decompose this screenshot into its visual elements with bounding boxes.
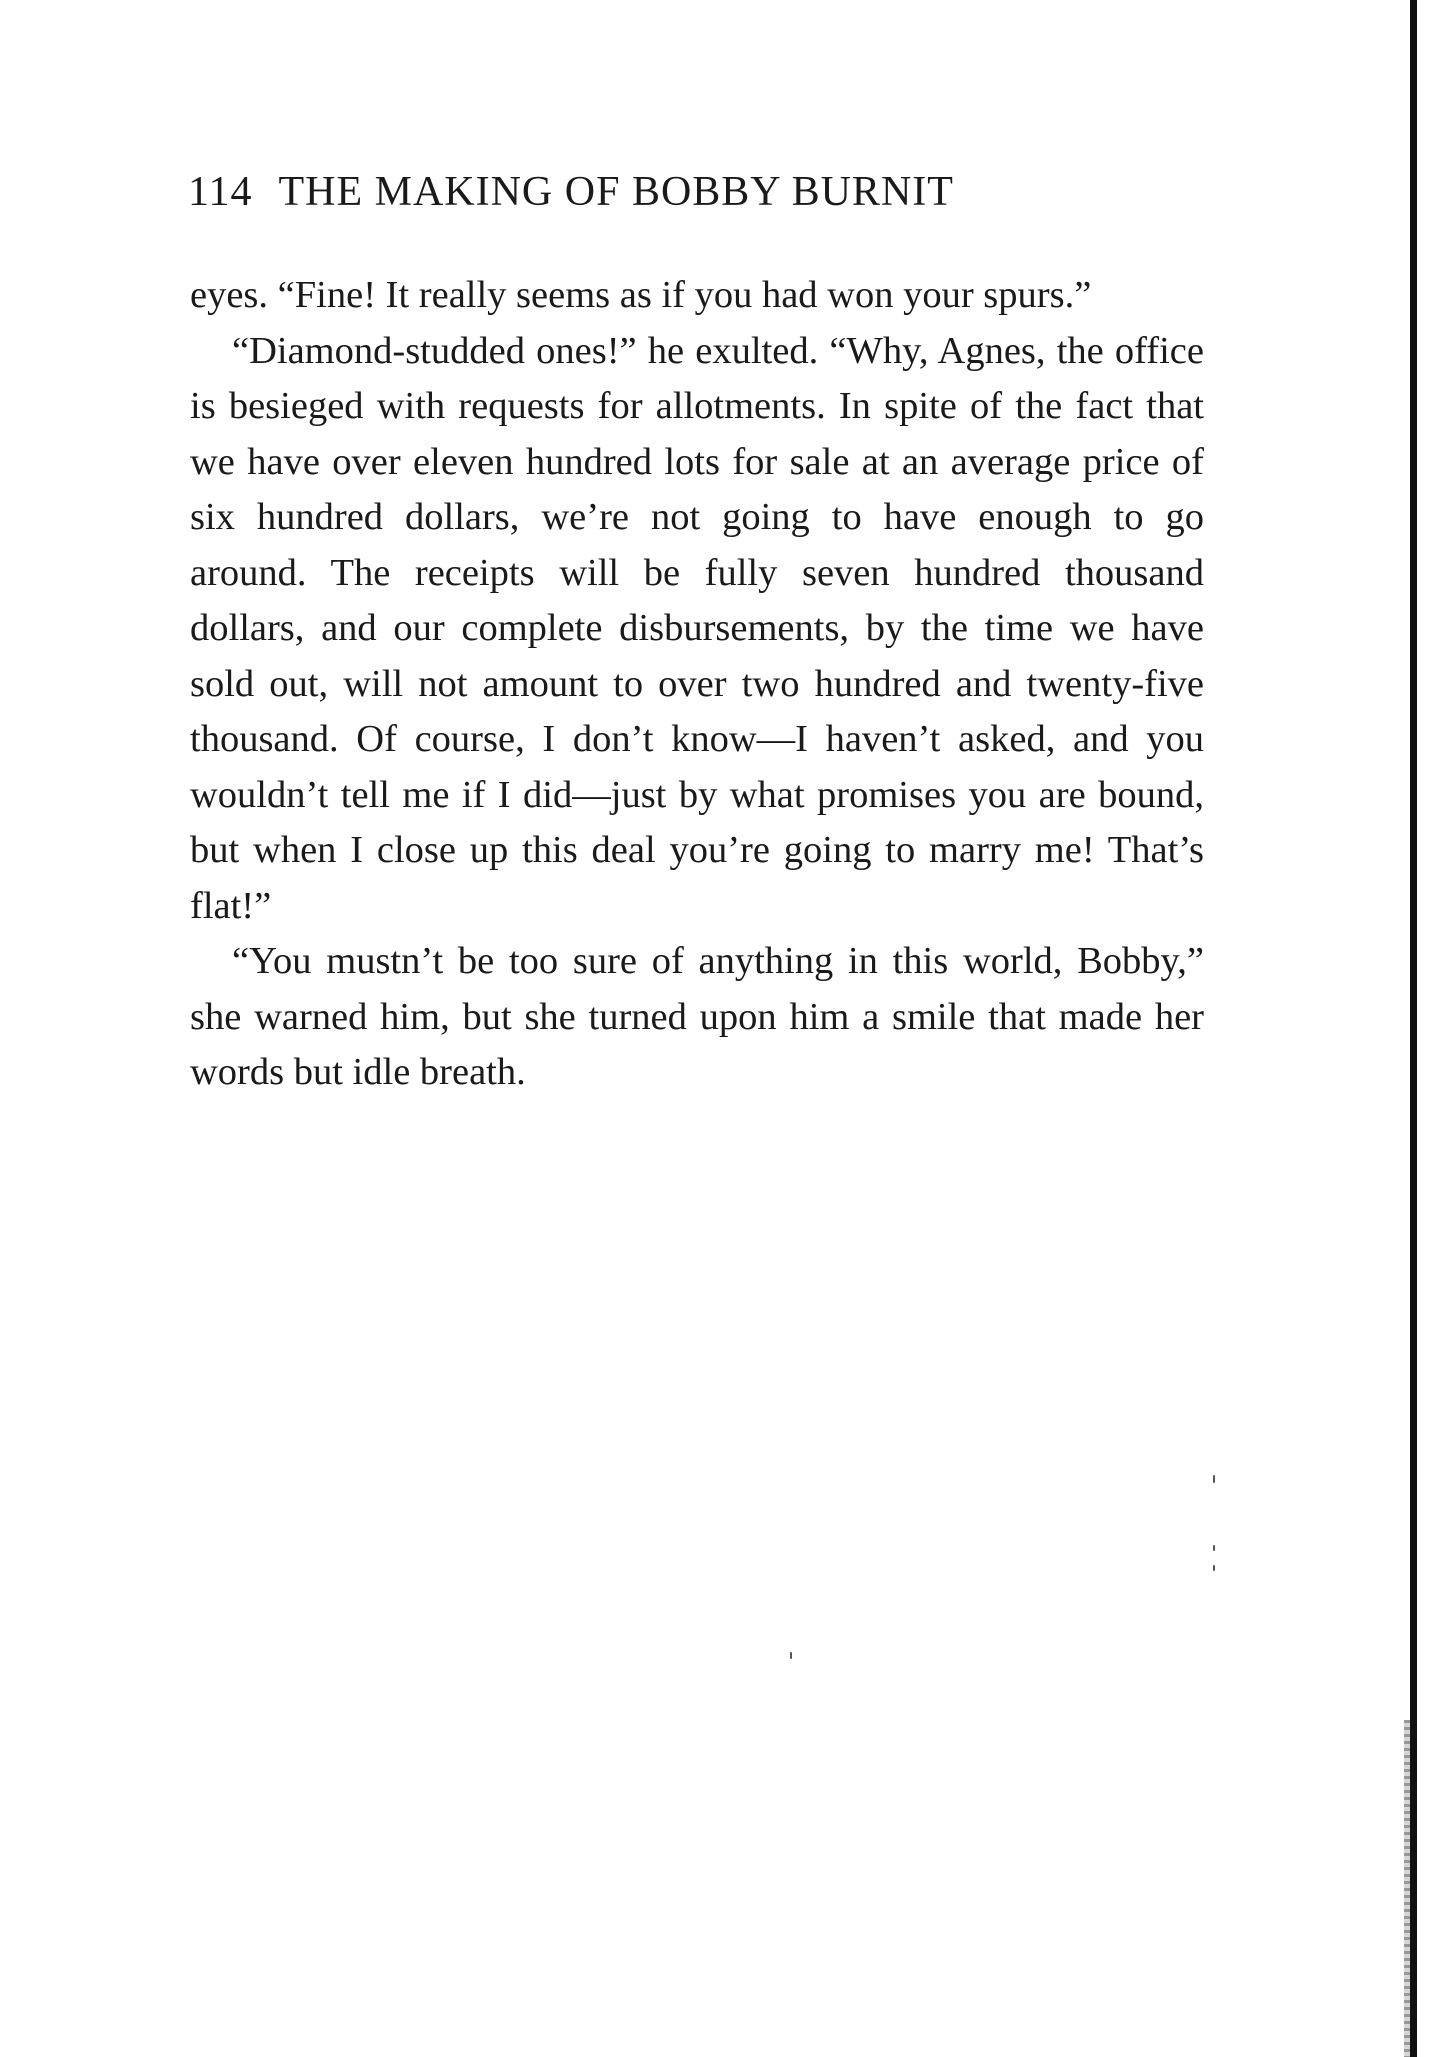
- paper-speck: [1213, 1475, 1215, 1483]
- page-binding-edge: [1410, 0, 1417, 2057]
- page-number: 114: [188, 169, 253, 215]
- paragraph-dialogue-bobby: “Diamond-studded ones!” he exulted. “Why, Agnes, the office is besieged with requests for allotments. In spite of the fact that we have over eleven hundred lots for sale at an average price of six hundred dollars, we’re not going to have enough to go around. The receipts will be fully seven hundred thousand dollars, and our complete disbursements, by the time we have sold out, will not amount to over two hundred and twenty-five thousand. Of course, I don’t know—I haven’t asked, and you wouldn’t tell me if I did—just by what promises you are bound, but when I close up this deal you’re going to marry me! That’s flat!”: [190, 329, 1204, 927]
- running-title: THE MAKING OF BOBBY BURNIT: [278, 169, 954, 215]
- paper-speck: [1213, 1565, 1215, 1571]
- paragraph-dialogue-agnes: “You mustn’t be too sure of anything in this world, Bobby,” she warned him, but she turned upon him a smile that made her words but idle breath.: [190, 940, 1204, 1093]
- running-header: [188, 168, 1108, 216]
- body-text: [190, 268, 1204, 1101]
- paragraph-continuation: eyes. “Fine! It really seems as if you had won your spurs.”: [190, 274, 1092, 316]
- paper-speck: [1213, 1545, 1215, 1551]
- paper-speck: [790, 1652, 792, 1659]
- page-binding-shadow: [1404, 1720, 1410, 2057]
